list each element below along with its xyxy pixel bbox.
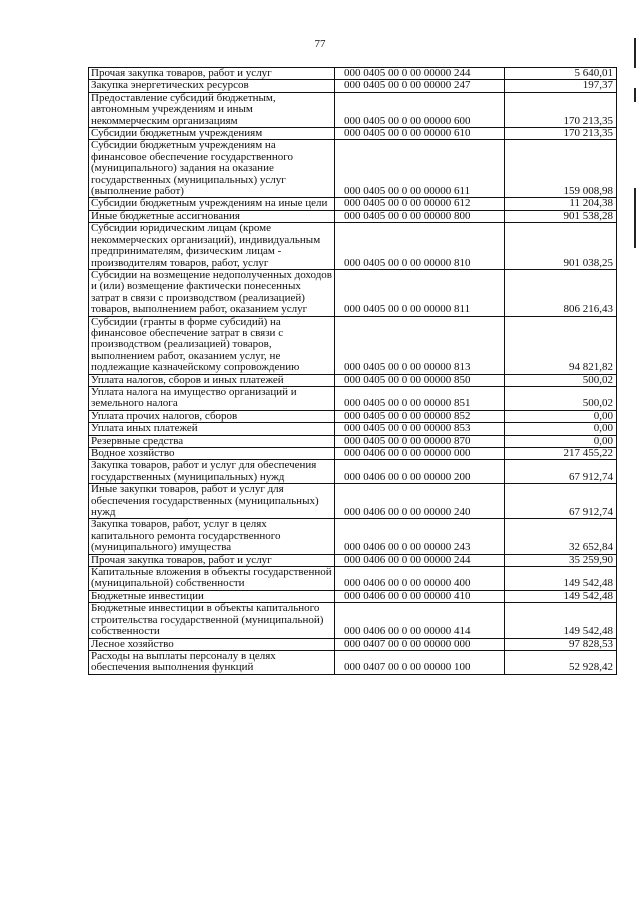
row-amount-cell: 500,02 xyxy=(505,386,617,410)
row-code-cell: 000 0405 00 0 00 00000 852 xyxy=(335,410,505,422)
table-row xyxy=(89,484,617,519)
row-amount-cell: 217 455,22 xyxy=(505,448,617,460)
row-name-cell: Закупка товаров, работ и услуг для обеспечения государственных (муниципальных) нужд xyxy=(89,460,335,484)
row-code-cell: 000 0405 00 0 00 00000 612 xyxy=(335,198,505,210)
row-code-cell: 000 0405 00 0 00 00000 870 xyxy=(335,435,505,447)
row-name-cell: Лесное хозяйство xyxy=(89,638,335,650)
row-code-cell: 000 0405 00 0 00 00000 600 xyxy=(335,92,505,127)
budget-table xyxy=(88,67,617,675)
row-amount-cell: 94 821,82 xyxy=(505,316,617,374)
row-amount-cell: 0,00 xyxy=(505,435,617,447)
row-name-cell: Субсидии на возмещение недополученных доходов и (или) возмещение фактически понесенных затрат в связи с производством (реализацией) товаров, выполнением работ, оказанием услуг xyxy=(89,269,335,316)
row-amount-cell: 500,02 xyxy=(505,374,617,386)
table-row xyxy=(89,128,617,140)
row-name-cell: Бюджетные инвестиции xyxy=(89,590,335,602)
row-name-cell: Уплата налога на имущество организаций и земельного налога xyxy=(89,386,335,410)
row-amount-cell: 901 538,28 xyxy=(505,210,617,222)
row-amount-cell: 170 213,35 xyxy=(505,92,617,127)
table-row xyxy=(89,519,617,554)
row-amount-cell: 52 928,42 xyxy=(505,650,617,674)
edge-mark-top xyxy=(634,38,636,68)
row-code-cell: 000 0407 00 0 00 00000 100 xyxy=(335,650,505,674)
row-name-cell: Иные бюджетные ассигнования xyxy=(89,210,335,222)
row-amount-cell: 0,00 xyxy=(505,423,617,435)
row-amount-cell: 67 912,74 xyxy=(505,484,617,519)
row-name-cell: Иные закупки товаров, работ и услуг для обеспечения государственных (муниципальных) нужд xyxy=(89,484,335,519)
row-amount-cell: 35 259,90 xyxy=(505,554,617,566)
table-row xyxy=(89,460,617,484)
row-code-cell: 000 0405 00 0 00 00000 247 xyxy=(335,80,505,92)
table-row xyxy=(89,316,617,374)
row-amount-cell: 97 828,53 xyxy=(505,638,617,650)
row-name-cell: Резервные средства xyxy=(89,435,335,447)
edge-mark-middle xyxy=(634,88,636,102)
table-row xyxy=(89,386,617,410)
table-row xyxy=(89,410,617,422)
row-name-cell: Бюджетные инвестиции в объекты капитального строительства государственной (муниципальной) собственности xyxy=(89,603,335,638)
row-code-cell: 000 0405 00 0 00 00000 810 xyxy=(335,223,505,270)
row-code-cell: 000 0405 00 0 00 00000 611 xyxy=(335,140,505,198)
table-row xyxy=(89,638,617,650)
row-code-cell: 000 0406 00 0 00 00000 244 xyxy=(335,554,505,566)
row-code-cell: 000 0405 00 0 00 00000 813 xyxy=(335,316,505,374)
row-amount-cell: 149 542,48 xyxy=(505,603,617,638)
row-amount-cell: 901 038,25 xyxy=(505,223,617,270)
row-code-cell: 000 0405 00 0 00 00000 853 xyxy=(335,423,505,435)
table-row xyxy=(89,567,617,591)
row-code-cell: 000 0406 00 0 00 00000 243 xyxy=(335,519,505,554)
table-row xyxy=(89,590,617,602)
row-code-cell: 000 0405 00 0 00 00000 811 xyxy=(335,269,505,316)
row-code-cell: 000 0405 00 0 00 00000 244 xyxy=(335,68,505,80)
table-row xyxy=(89,554,617,566)
row-name-cell: Субсидии бюджетным учреждениям на иные цели xyxy=(89,198,335,210)
row-amount-cell: 170 213,35 xyxy=(505,128,617,140)
row-code-cell: 000 0406 00 0 00 00000 200 xyxy=(335,460,505,484)
row-name-cell: Уплата налогов, сборов и иных платежей xyxy=(89,374,335,386)
row-name-cell: Капитальные вложения в объекты государственной (муниципальной) собственности xyxy=(89,567,335,591)
row-name-cell: Субсидии бюджетным учреждениям xyxy=(89,128,335,140)
row-name-cell: Субсидии бюджетным учреждениям на финансовое обеспечение государственного (муниципального) задания на оказание государственных (муниципальных) услуг (выполнение работ) xyxy=(89,140,335,198)
table-row xyxy=(89,650,617,674)
row-code-cell: 000 0405 00 0 00 00000 800 xyxy=(335,210,505,222)
row-name-cell: Прочая закупка товаров, работ и услуг xyxy=(89,68,335,80)
table-row xyxy=(89,374,617,386)
row-code-cell: 000 0405 00 0 00 00000 851 xyxy=(335,386,505,410)
row-code-cell: 000 0406 00 0 00 00000 400 xyxy=(335,567,505,591)
table-row xyxy=(89,92,617,127)
row-name-cell: Уплата прочих налогов, сборов xyxy=(89,410,335,422)
row-name-cell: Прочая закупка товаров, работ и услуг xyxy=(89,554,335,566)
row-amount-cell: 149 542,48 xyxy=(505,590,617,602)
row-code-cell: 000 0406 00 0 00 00000 414 xyxy=(335,603,505,638)
row-name-cell: Расходы на выплаты персоналу в целях обеспечения выполнения функций xyxy=(89,650,335,674)
edge-mark-lower xyxy=(634,188,636,248)
row-amount-cell: 806 216,43 xyxy=(505,269,617,316)
table-row xyxy=(89,223,617,270)
row-name-cell: Предоставление субсидий бюджетным, автономным учреждениям и иным некоммерческим организациям xyxy=(89,92,335,127)
row-amount-cell: 5 640,01 xyxy=(505,68,617,80)
table-row xyxy=(89,269,617,316)
row-amount-cell: 0,00 xyxy=(505,410,617,422)
row-name-cell: Субсидии юридическим лицам (кроме некоммерческих организаций), индивидуальным предпринимателям, физическим лицам - производителям товаров, работ, услуг xyxy=(89,223,335,270)
row-name-cell: Субсидии (гранты в форме субсидий) на финансовое обеспечение затрат в связи с производством (реализацией) товаров, выполнением работ, оказанием услуг, не подлежащие казначейскому сопровождению xyxy=(89,316,335,374)
row-code-cell: 000 0406 00 0 00 00000 240 xyxy=(335,484,505,519)
table-row xyxy=(89,435,617,447)
page-number: 77 xyxy=(314,38,326,50)
table-row xyxy=(89,210,617,222)
row-amount-cell: 11 204,38 xyxy=(505,198,617,210)
row-code-cell: 000 0407 00 0 00 00000 000 xyxy=(335,638,505,650)
row-name-cell: Водное хозяйство xyxy=(89,448,335,460)
row-code-cell: 000 0405 00 0 00 00000 850 xyxy=(335,374,505,386)
row-name-cell: Закупка товаров, работ, услуг в целях капитального ремонта государственного (муниципального) имущества xyxy=(89,519,335,554)
row-amount-cell: 67 912,74 xyxy=(505,460,617,484)
table-row xyxy=(89,198,617,210)
table-row xyxy=(89,603,617,638)
table-row xyxy=(89,68,617,80)
table-row xyxy=(89,448,617,460)
table-row xyxy=(89,80,617,92)
row-amount-cell: 32 652,84 xyxy=(505,519,617,554)
table-row xyxy=(89,140,617,198)
table-row xyxy=(89,423,617,435)
table-body xyxy=(89,68,617,675)
row-amount-cell: 197,37 xyxy=(505,80,617,92)
row-name-cell: Закупка энергетических ресурсов xyxy=(89,80,335,92)
row-code-cell: 000 0406 00 0 00 00000 410 xyxy=(335,590,505,602)
row-amount-cell: 159 008,98 xyxy=(505,140,617,198)
row-name-cell: Уплата иных платежей xyxy=(89,423,335,435)
row-amount-cell: 149 542,48 xyxy=(505,567,617,591)
row-code-cell: 000 0405 00 0 00 00000 610 xyxy=(335,128,505,140)
row-code-cell: 000 0406 00 0 00 00000 000 xyxy=(335,448,505,460)
